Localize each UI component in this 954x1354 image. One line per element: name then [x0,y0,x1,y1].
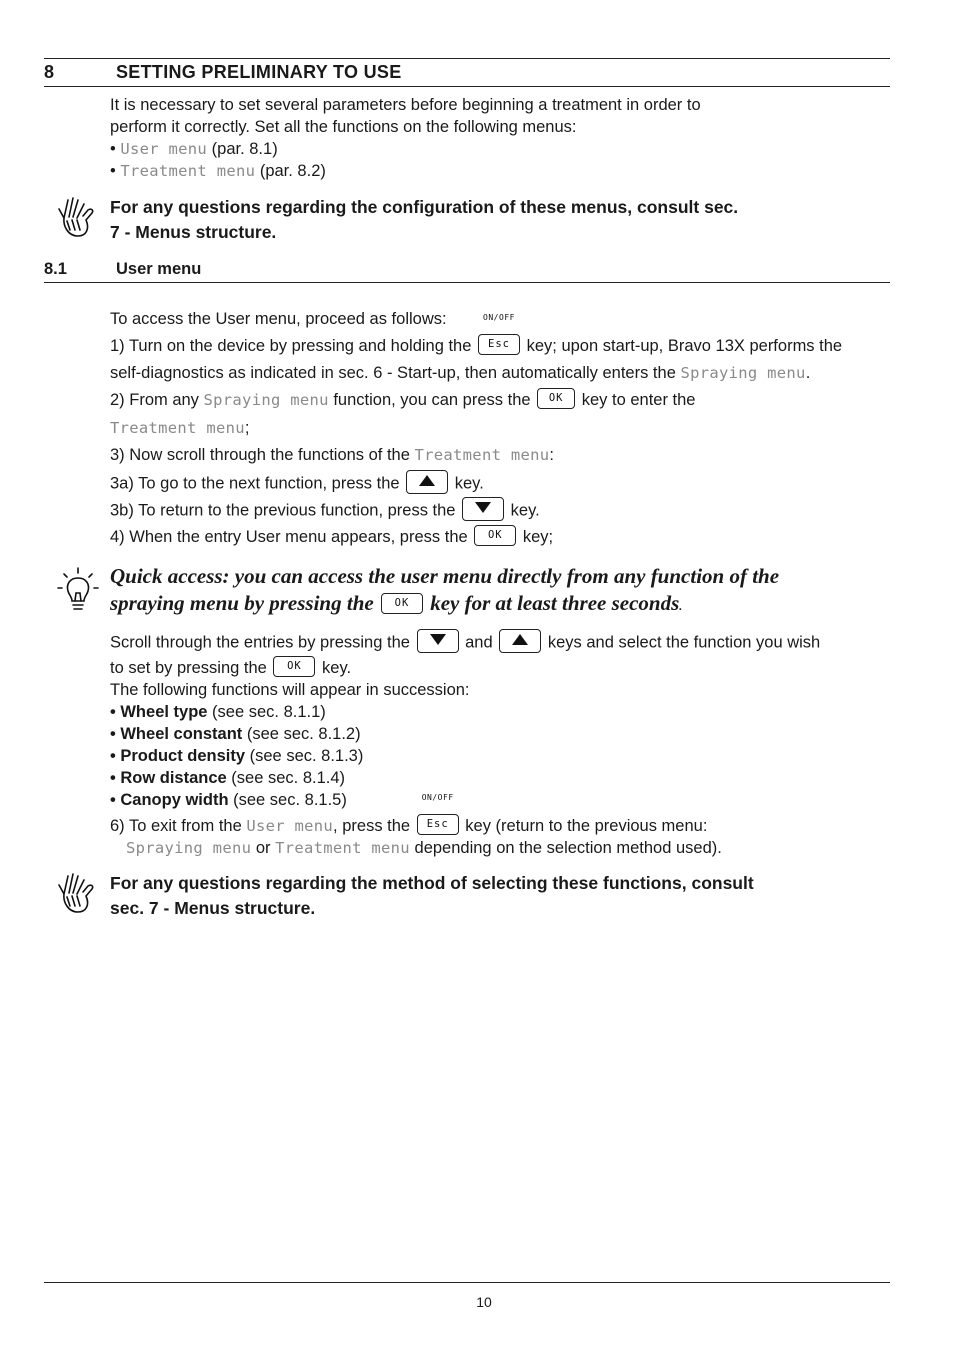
esc-key: ON/OFF Esc [417,814,459,835]
lightbulb-icon [56,566,100,614]
step-3: 3) Now scroll through the functions of the Treatment menu: [110,446,554,464]
quick-access-line-2: spraying menu by pressing the OK key for at least three seconds. [110,591,683,615]
lcd-spraying-menu: Spraying menu [203,391,329,409]
step-3a: 3a) To go to the next function, press the key. [110,472,484,496]
note-1-line-2: 7 - Menus structure. [110,222,277,242]
down-arrow-icon [430,634,446,645]
note-1-line-1: For any questions regarding the configuration of these menus, consult sec. [110,197,739,217]
subsection-number: 8.1 [44,260,67,278]
lcd-user-menu: User menu [246,817,334,835]
scroll-line-1: Scroll through the entries by pressing the and keys and select the function you wish [110,631,820,655]
function-product-density: • Product density (see sec. 8.1.3) [110,747,364,765]
lcd-spraying-menu: Spraying menu [680,364,806,382]
ok-key: OK [474,525,516,546]
down-arrow-key [417,629,459,653]
intro-bullet-user-menu: • User menu (par. 8.1) [110,140,278,158]
lcd-user-menu: User menu [120,140,208,158]
lcd-treatment-menu: Treatment menu [275,839,410,857]
function-canopy-width: • Canopy width (see sec. 8.1.5) [110,791,347,809]
note-2-line-2: sec. 7 - Menus structure. [110,898,316,918]
step-2-line-1: 2) From any Spraying menu function, you can press the OK key to enter the [110,390,695,411]
down-arrow-icon [475,502,491,513]
down-arrow-key [462,497,504,521]
lcd-spraying-menu: Spraying menu [126,839,252,857]
step-2-line-2: Treatment menu; [110,419,250,437]
step-6-line-2: Spraying menu or Treatment menu depending on the selection method used). [126,839,722,857]
esc-key: ON/OFF Esc [478,334,520,355]
intro-line-1: It is necessary to set several parameters before beginning a treatment in order to [110,96,701,114]
lcd-treatment-menu: Treatment menu [110,419,245,437]
step-1-line-2: self-diagnostics as indicated in sec. 6 - Start-up, then automatically enters the Spraying menu. [110,364,811,382]
intro-bullet-treatment-menu: • Treatment menu (par. 8.2) [110,162,326,180]
note-2-line-1: For any questions regarding the method of selecting these functions, consult [110,873,754,893]
ok-key: OK [273,656,315,677]
scroll-line-2: to set by pressing the OK key. [110,658,351,679]
header-rule [44,86,890,87]
hand-icon [56,872,96,916]
step-1-line-1: 1) Turn on the device by pressing and holding the ON/OFF Esc key; upon start-up, Bravo 13X performs the [110,313,843,355]
page-number: 10 [476,1294,492,1310]
top-rule [44,58,890,59]
up-arrow-key [406,470,448,494]
scroll-follow: The following functions will appear in succession: [110,681,470,699]
subsection-title: User menu [116,260,202,278]
intro-line-2: perform it correctly. Set all the functions on the following menus: [110,118,577,136]
ok-key: OK [537,388,575,409]
section-number: 8 [44,62,55,82]
up-arrow-key [499,629,541,653]
up-arrow-icon [419,475,435,486]
subsection-rule [44,282,890,283]
step-3b: 3b) To return to the previous function, press the key. [110,499,540,523]
step-6-line-1: 6) To exit from the User menu, press the ON/OFF Esc key (return to the previous menu: [110,793,708,835]
function-row-distance: • Row distance (see sec. 8.1.4) [110,769,346,787]
access-text: To access the User menu, proceed as follows: [110,310,447,328]
lcd-treatment-menu: Treatment menu [414,446,550,464]
footer-rule [44,1282,890,1283]
up-arrow-icon [512,634,528,645]
hand-icon [56,196,96,240]
section-title: SETTING PRELIMINARY TO USE [116,62,402,82]
step-4: 4) When the entry User menu appears, press the OK key; [110,527,553,548]
ok-key: OK [381,593,423,614]
lcd-treatment-menu: Treatment menu [120,162,256,180]
quick-access-line-1: Quick access: you can access the user menu directly from any function of the [110,564,780,588]
function-wheel-type: • Wheel type (see sec. 8.1.1) [110,703,326,721]
function-wheel-constant: • Wheel constant (see sec. 8.1.2) [110,725,361,743]
